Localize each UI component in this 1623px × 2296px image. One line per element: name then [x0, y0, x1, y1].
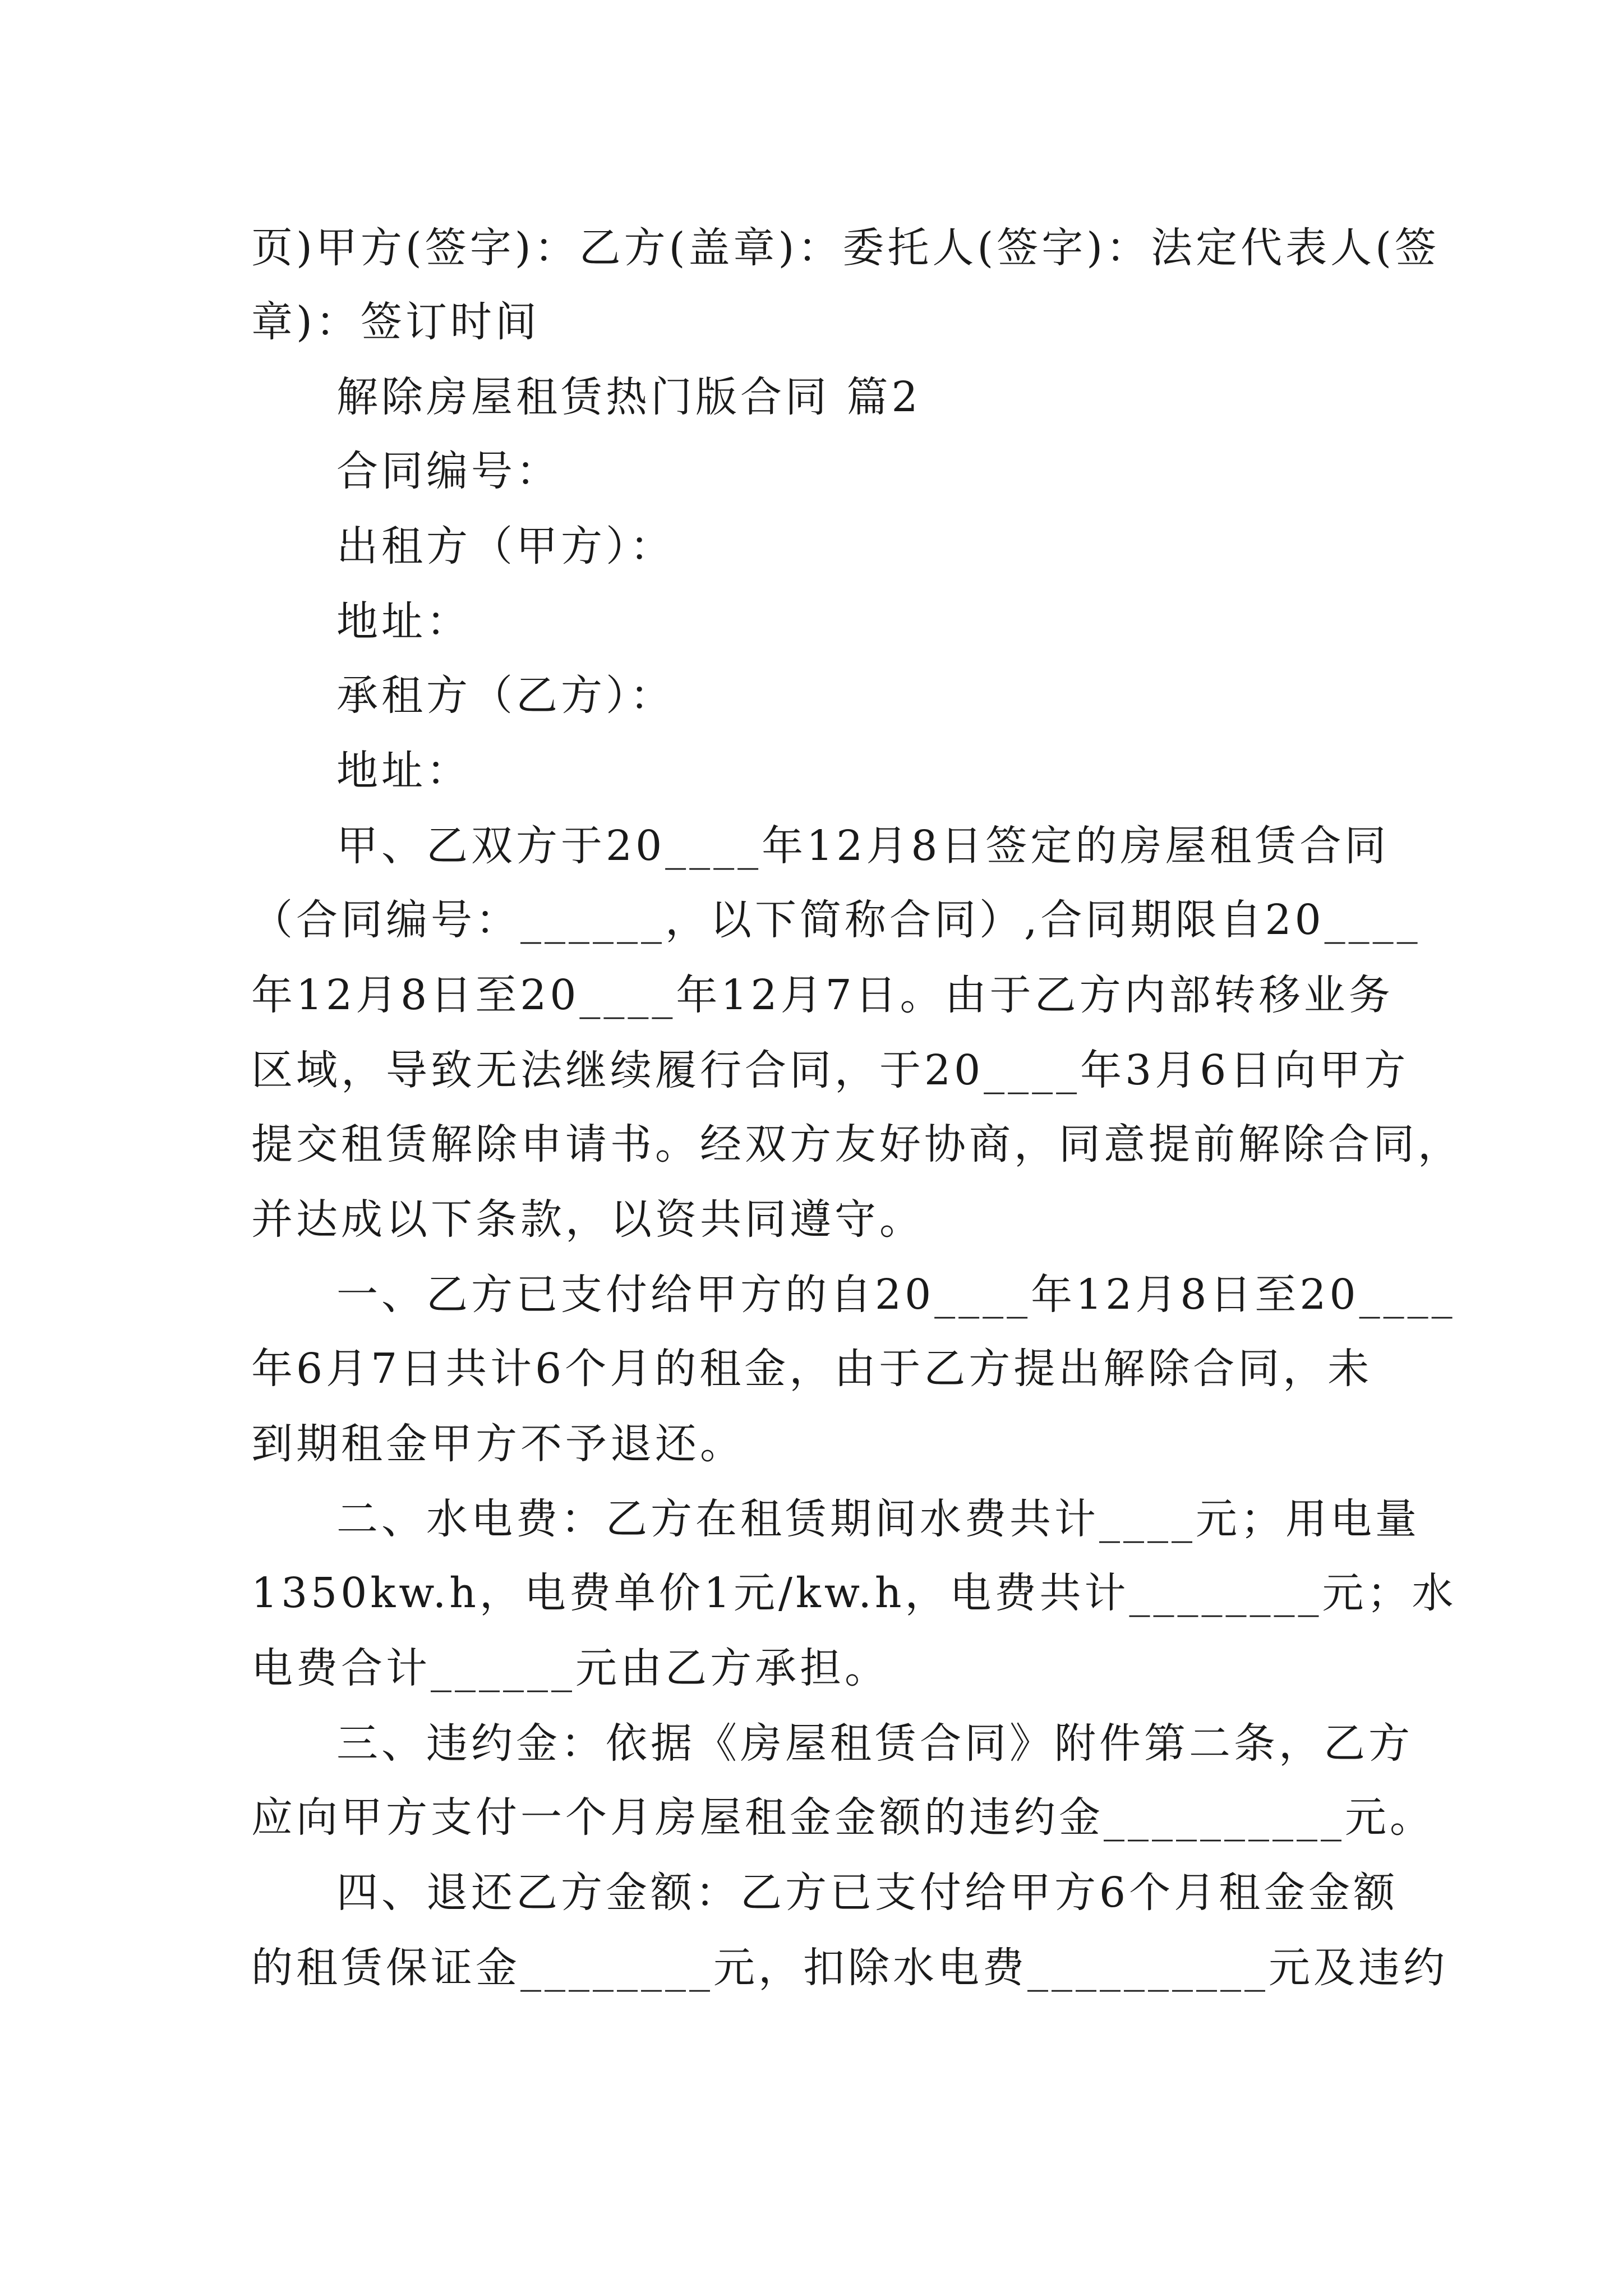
text-line: 章)：签订时间: [251, 298, 540, 346]
text-line: 并达成以下条款，以资共同遵守。: [251, 1195, 924, 1244]
text-line: 应向甲方支付一个月房屋租金金额的违约金__________元。: [251, 1793, 1435, 1842]
text-line: 二、水电费：乙方在租赁期间水费共计____元；用电量: [336, 1495, 1420, 1543]
text-line: 电费合计______元由乙方承担。: [251, 1644, 889, 1692]
text-line: 一、乙方已支付给甲方的自20____年12月8日至20____: [336, 1271, 1456, 1319]
text-line: 甲、乙双方于20____年12月8日签定的房屋租赁合同: [336, 822, 1390, 870]
text-line: 四、退还乙方金额：乙方已支付给甲方6个月租金金额: [336, 1869, 1399, 1917]
text-line: 地址：: [336, 597, 471, 646]
text-line: 合同编号：: [336, 447, 561, 495]
text-line: 页)甲方(签字)：乙方(盖章)：委托人(签字)：法定代表人(签: [251, 224, 1440, 272]
text-line: 年12月8日至20____年12月7日。由于乙方内部转移业务: [251, 971, 1394, 1019]
text-line: 出租方（甲方）：: [336, 522, 675, 570]
text-line: 区域，导致无法继续履行合同，于20____年3月6日向甲方: [251, 1046, 1409, 1094]
text-line: 到期租金甲方不予退还。: [251, 1420, 745, 1468]
text-line: 三、违约金：依据《房屋租赁合同》附件第二条，乙方: [336, 1719, 1413, 1768]
text-line: 提交租赁解除申请书。经双方友好协商，同意提前解除合同，: [251, 1120, 1463, 1168]
text-line: 1350kw.h，电费单价1元/kw.h，电费共计________元；水: [251, 1569, 1457, 1617]
text-line: 年6月7日共计6个月的租金，由于乙方提出解除合同，未: [251, 1345, 1373, 1393]
text-line: 地址：: [336, 747, 471, 795]
section-heading: 解除房屋租赁热门版合同 篇2: [336, 373, 921, 421]
text-line: （合同编号：______，以下简称合同）,合同期限自20____: [251, 896, 1421, 944]
text-line: 的租赁保证金________元，扣除水电费__________元及违约: [251, 1944, 1448, 1992]
text-line: 承租方（乙方）：: [336, 671, 675, 720]
